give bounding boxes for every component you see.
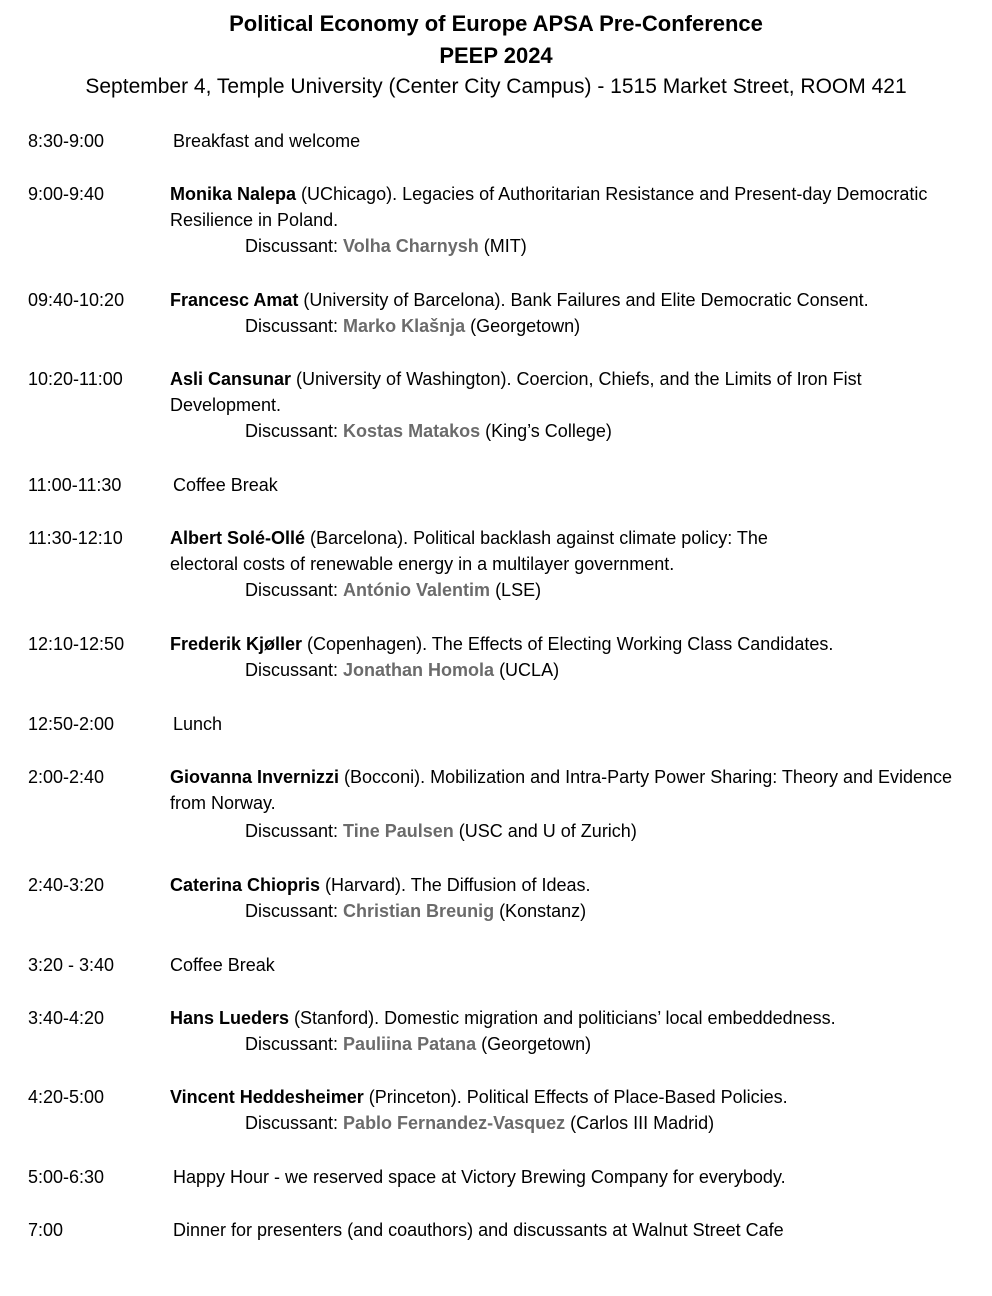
schedule-item-lunch <box>28 711 222 737</box>
schedule-item-session <box>28 872 968 925</box>
schedule-item-session <box>28 631 968 684</box>
discussant-affiliation: (Georgetown) <box>465 316 581 336</box>
paper-info: (Bocconi). Mobilization and Intra-Party Power Sharing: Theory and Evidence from Norway. <box>170 767 953 813</box>
slot-time: 2:40-3:20 <box>28 875 105 895</box>
session-description <box>170 181 968 260</box>
slot-time: 12:50-2:00 <box>28 714 115 734</box>
paper-info: (Barcelona). Political backlash against climate policy: The electoral costs of renewable energy in a multilayer government. <box>170 528 768 574</box>
schedule-item-session <box>28 366 968 445</box>
discussant-line <box>170 418 968 445</box>
session-description <box>170 525 968 604</box>
session-description <box>170 764 968 846</box>
discussant-line <box>170 898 968 925</box>
schedule-item-session <box>28 181 968 260</box>
session-description <box>170 872 968 925</box>
slot-time: 09:40-10:20 <box>28 290 125 310</box>
document-header <box>0 8 992 102</box>
session-description <box>170 366 968 445</box>
slot-time: 3:40-4:20 <box>28 1008 105 1028</box>
presenter-name: Vincent Heddesheimer <box>170 1087 364 1107</box>
paper-info: (Princeton). Political Effects of Place-Based Policies. <box>363 1087 788 1107</box>
paper-info: (Copenhagen). The Effects of Electing Working Class Candidates. <box>302 634 834 654</box>
paper-info: (Stanford). Domestic migration and politicians’ local embeddedness. <box>289 1008 836 1028</box>
presenter-name: Frederik Kjøller <box>170 634 303 654</box>
date-location: September 4, Temple University (Center City Campus) - 1515 Market Street, ROOM 421 <box>85 75 907 98</box>
presenter-name: Francesc Amat <box>170 290 299 310</box>
discussant-affiliation: (King’s College) <box>480 421 612 441</box>
presenter-name: Albert Solé-Ollé <box>170 528 306 548</box>
slot-text: Dinner for presenters (and coauthors) and discussants at Walnut Street Cafe <box>173 1220 784 1240</box>
conference-subtitle: PEEP 2024 <box>439 43 553 68</box>
slot-time: 9:00-9:40 <box>28 184 105 204</box>
slot-time: 2:00-2:40 <box>28 767 105 787</box>
session-description <box>170 1084 968 1137</box>
schedule-item-breakfast <box>28 128 360 154</box>
slot-text: Coffee Break <box>173 475 278 495</box>
session-description <box>170 1005 968 1058</box>
discussant-line <box>170 577 818 604</box>
discussant-label: Discussant: <box>245 1034 344 1054</box>
discussant-affiliation: (USC and U of Zurich) <box>453 821 637 841</box>
discussant-affiliation: (LSE) <box>490 580 542 600</box>
schedule-item-session <box>28 764 968 846</box>
slot-time: 3:20 - 3:40 <box>28 955 115 975</box>
schedule-item-coffee-break <box>28 952 275 978</box>
schedule-item-session <box>28 1084 968 1137</box>
discussant-line <box>170 657 968 684</box>
discussant-line <box>170 233 968 260</box>
discussant-label: Discussant: <box>245 580 344 600</box>
discussant-line <box>170 1031 968 1058</box>
discussant-name: Marko Klašnja <box>343 316 466 336</box>
slot-time: 12:10-12:50 <box>28 634 125 654</box>
discussant-name: Pablo Fernandez-Vasquez <box>343 1113 566 1133</box>
presenter-name: Giovanna Invernizzi <box>170 767 340 787</box>
presenter-name: Monika Nalepa <box>170 184 297 204</box>
paper-info: (Harvard). The Diffusion of Ideas. <box>320 875 591 895</box>
discussant-label: Discussant: <box>245 316 344 336</box>
discussant-name: Kostas Matakos <box>343 421 481 441</box>
discussant-affiliation: (UCLA) <box>494 660 560 680</box>
discussant-name: António Valentim <box>343 580 491 600</box>
schedule-item-happy-hour <box>28 1164 968 1190</box>
slot-time: 10:20-11:00 <box>28 369 123 389</box>
slot-time: 7:00 <box>28 1220 64 1240</box>
slot-time: 11:00-11:30 <box>28 475 122 495</box>
presenter-name: Hans Lueders <box>170 1008 290 1028</box>
slot-time: 11:30-12:10 <box>28 528 123 548</box>
schedule-item-session <box>28 287 968 340</box>
session-description <box>170 631 968 684</box>
slot-text: Lunch <box>173 714 223 734</box>
slot-time: 8:30-9:00 <box>28 131 105 151</box>
discussant-affiliation: (Carlos III Madrid) <box>565 1113 715 1133</box>
discussant-label: Discussant: <box>245 660 344 680</box>
slot-text: Coffee Break <box>170 955 275 975</box>
slot-time: 5:00-6:30 <box>28 1167 105 1187</box>
discussant-line <box>170 313 968 340</box>
schedule-item-session <box>28 525 968 604</box>
discussant-name: Tine Paulsen <box>343 821 454 841</box>
discussant-label: Discussant: <box>245 236 344 256</box>
discussant-line <box>170 1110 968 1137</box>
schedule-item-session <box>28 1005 968 1058</box>
discussant-label: Discussant: <box>245 901 344 921</box>
discussant-name: Christian Breunig <box>343 901 495 921</box>
discussant-affiliation: (Georgetown) <box>476 1034 592 1054</box>
paper-info: (University of Barcelona). Bank Failures and Elite Democratic Consent. <box>298 290 869 310</box>
conference-title: Political Economy of Europe APSA Pre-Conference <box>229 11 763 36</box>
discussant-name: Volha Charnysh <box>343 236 479 256</box>
discussant-label: Discussant: <box>245 421 344 441</box>
slot-text: Happy Hour - we reserved space at Victory Brewing Company for everybody. <box>173 1167 786 1187</box>
paper-info: (UChicago). Legacies of Authoritarian Resistance and Present-day Democratic Resilience in Poland. <box>170 184 928 230</box>
discussant-name: Pauliina Patana <box>343 1034 477 1054</box>
discussant-label: Discussant: <box>245 821 344 841</box>
discussant-affiliation: (Konstanz) <box>494 901 587 921</box>
paper-info: (University of Washington). Coercion, Chiefs, and the Limits of Iron Fist Development. <box>170 369 862 415</box>
session-description <box>170 287 968 340</box>
discussant-name: Jonathan Homola <box>343 660 495 680</box>
schedule-item-dinner <box>28 1217 968 1243</box>
presenter-name: Asli Cansunar <box>170 369 292 389</box>
schedule-item-coffee-break <box>28 472 278 498</box>
slot-text: Breakfast and welcome <box>173 131 361 151</box>
presenter-name: Caterina Chiopris <box>170 875 321 895</box>
discussant-affiliation: (MIT) <box>478 236 527 256</box>
slot-time: 4:20-5:00 <box>28 1087 105 1107</box>
discussant-label: Discussant: <box>245 1113 344 1133</box>
discussant-line <box>170 816 968 846</box>
